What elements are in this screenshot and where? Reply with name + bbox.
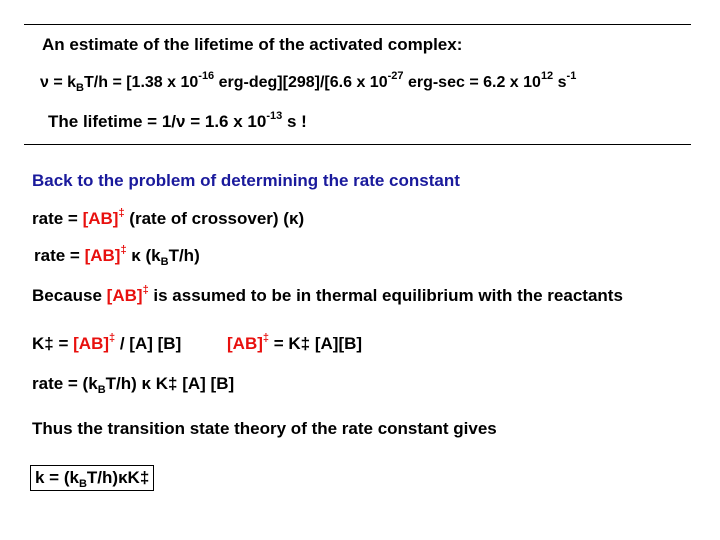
kappa-symbol: κ: [118, 468, 128, 487]
activated-complex-concentration: [AB]‡ = K‡ [A][B]: [227, 332, 363, 353]
kappa-symbol: κ: [141, 374, 152, 393]
activated-complex-term: [AB]: [106, 286, 143, 305]
section-heading-lifetime: [42, 35, 462, 55]
frequency-equation: $\nu = k_BT/h = [1.38$ x $10^{-16}$ erg-deg][298]/[6.6 x $10^{-27}$ erg-sec = 6.2 x $10^{12}$ $s^{-1}$: [40, 70, 577, 94]
activated-complex-term: [AB]: [73, 334, 110, 353]
kappa-symbol: κ: [288, 209, 299, 228]
equilibrium-statement: Because [AB]‡ is assumed to be in thermal equilibrium with the reactants: [32, 284, 623, 305]
top-divider: [24, 24, 691, 25]
activated-complex-term: [AB]: [82, 209, 119, 228]
heading-text: An estimate of the lifetime of the activated complex:: [42, 35, 463, 54]
activated-complex-term: [AB]: [84, 246, 121, 265]
equilibrium-constant-equation: K‡ = [AB]‡ / [A] [B]: [32, 332, 182, 353]
middle-divider: [24, 144, 691, 145]
kappa-symbol: κ: [126, 246, 141, 265]
nu-symbol: ν: [40, 74, 49, 91]
rate-crossover-equation: rate = [AB]‡ (rate of crossover) (κ): [32, 207, 305, 228]
conclusion-text: Thus the transition state theory of the rate constant gives: [32, 419, 497, 438]
lifetime-equation: The lifetime = 1/ν = 1.6 x $10^{-13}$ s !: [48, 110, 307, 131]
rate-kappa-equation: rate = [AB]‡ κ $(k_BT/h)$: [34, 244, 200, 268]
section-heading-rate-constant: Back to the problem of determining the rate constant: [32, 171, 460, 190]
activated-complex-term: [AB]: [227, 334, 263, 353]
rate-constant-result-box: $k = (k_BT/h)\kappa K\ddagger$: [30, 465, 154, 491]
rate-equilibrium-equation: rate = $(k_BT/h)$ κ K‡ [A] [B]: [32, 374, 235, 396]
nu-symbol: ν: [176, 112, 186, 131]
